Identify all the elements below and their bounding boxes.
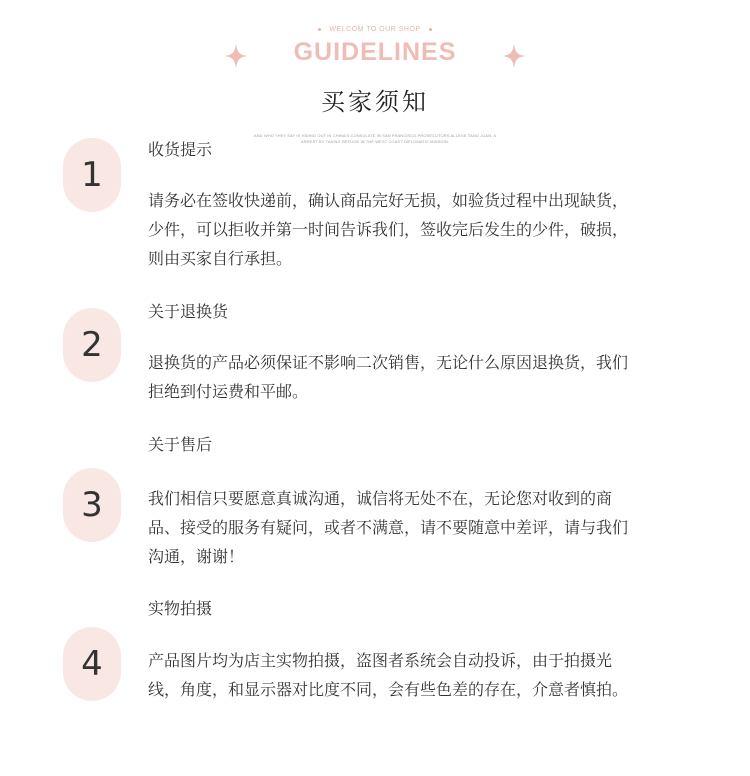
page-subtitle: 买家须知: [321, 88, 429, 116]
body-line: 请务必在签收快递前，确认商品完好无损，如验货过程中出现缺货，: [148, 191, 629, 210]
section-body: [148, 646, 693, 704]
body-line: 拒绝到付运费和平邮。: [148, 382, 309, 401]
fine-print-line: ARREST BY TAKING REFUGE IN THE WEST COAST DIPLOMATIC MISSION.: [301, 139, 449, 144]
section-body: [148, 186, 693, 273]
fine-print: [230, 133, 520, 145]
dot-decoration: [318, 28, 321, 31]
body-line: 沟通，谢谢！: [148, 547, 245, 566]
guidelines-title: GUIDELINES: [293, 38, 457, 66]
body-line: 我们相信只要愿意真诚沟通，诚信将无处不在，无论您对收到的商: [148, 489, 613, 508]
section-title: 关于售后: [148, 435, 213, 454]
number-badge: 1: [63, 138, 121, 212]
body-line: 产品图片均为店主实物拍摄，盗图者系统会自动投诉，由于拍摄光: [148, 651, 613, 670]
number-badge: 4: [63, 627, 121, 701]
welcome-text: WELCOM TO OUR SHOP: [329, 26, 421, 33]
dot-decoration: [429, 28, 432, 31]
fine-print-line: AND WHO THEY SAY IS HIDING OUT IN CHINA'S CONSULATE IN SAN FRANCISCO,PROSECUTORS ALLEGE.TANG JUAN, A: [253, 133, 497, 138]
section-title: 收货提示: [148, 140, 213, 159]
number-badge: 2: [63, 308, 121, 382]
body-line: 品、接受的服务有疑问，或者不满意，请不要随意中差评，请与我们: [148, 518, 629, 537]
section-body: [148, 348, 693, 406]
number-badge: 3: [63, 468, 121, 542]
section-title: 关于退换货: [148, 302, 229, 321]
body-line: 退换货的产品必须保证不影响二次销售，无论什么原因退换货，我们: [148, 353, 629, 372]
header: [0, 0, 750, 150]
welcome-tagline: [0, 26, 750, 33]
section-body: [148, 484, 693, 571]
body-line: 则由买家自行承担。: [148, 249, 293, 268]
body-line: 线，角度，和显示器对比度不同，会有些色差的存在，介意者慎拍。: [148, 680, 629, 699]
section-title: 实物拍摄: [148, 599, 213, 618]
body-line: 少件，可以拒收并第一时间告诉我们，签收完后发生的少件，破损，: [148, 220, 629, 239]
four-point-star-icon: [502, 43, 526, 69]
